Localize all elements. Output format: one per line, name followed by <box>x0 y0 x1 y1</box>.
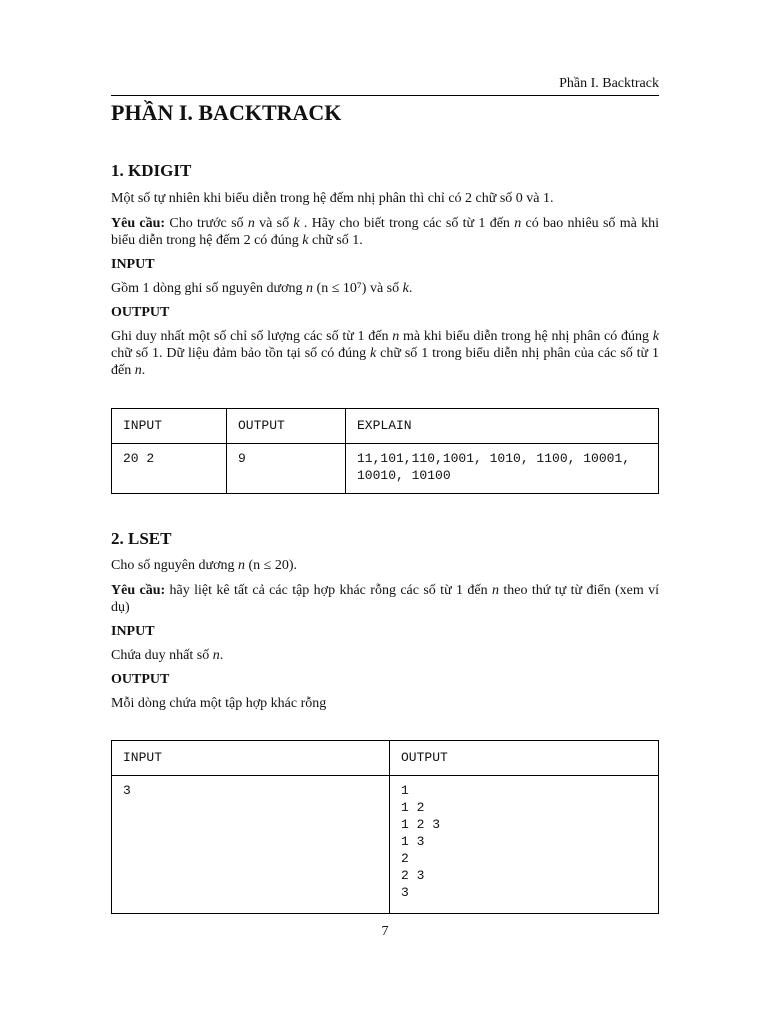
table-cell: 20 2 <box>112 444 227 494</box>
lset-output-label: OUTPUT <box>111 672 170 687</box>
table-row <box>112 444 659 494</box>
lset-requirement: Yêu cầu: hãy liệt kê tất cả các tập hợp khác rỗng các số từ 1 đến n theo thứ tự từ điển (xem ví dụ) <box>111 583 659 615</box>
kdigit-output-text: Ghi duy nhất một số chỉ số lượng các số từ 1 đến n mà khi biểu diễn trong hệ nhị phân có đúng k chữ số 1. Dữ liệu đảm bảo tồn tại số có đúng k chữ số 1 trong biểu diễn nhị phân của các số từ 1 đến n. <box>111 329 660 378</box>
header-rule <box>111 95 659 96</box>
lset-intro: Cho số nguyên dương n (n ≤ 20). <box>111 558 298 573</box>
section-kdigit <box>111 161 659 379</box>
table-header-cell: INPUT <box>112 409 227 444</box>
part-title: PHẦN I. BACKTRACK <box>111 100 342 125</box>
lset-input-label: INPUT <box>111 624 155 639</box>
table-header-row <box>112 741 659 776</box>
table-header-cell: INPUT <box>112 741 390 776</box>
table-row <box>112 776 659 914</box>
table-cell: 11,101,110,1001, 1010, 1100, 10001, 10010, 10100 <box>346 444 659 494</box>
kdigit-intro: Một số tự nhiên khi biểu diễn trong hệ đếm nhị phân thì chỉ có 2 chữ số 0 và 1. <box>111 191 554 206</box>
section-title-lset: 2. LSET <box>111 529 172 548</box>
table-cell: 9 <box>227 444 346 494</box>
section-lset <box>111 529 659 712</box>
kdigit-example-table <box>111 408 659 494</box>
document-page <box>111 0 659 1024</box>
section-title-kdigit: 1. KDIGIT <box>111 161 192 180</box>
table-header-cell: OUTPUT <box>390 741 659 776</box>
lset-input-text: Chứa duy nhất số n. <box>111 648 224 663</box>
kdigit-requirement: Yêu cầu: Cho trước số n và số k . Hãy cho biết trong các số từ 1 đến n có bao nhiêu số mà khi biểu diễn trong hệ đếm 2 có đúng k chữ số 1. <box>111 216 659 248</box>
kdigit-input-label: INPUT <box>111 257 155 272</box>
lset-output-text: Mỗi dòng chứa một tập hợp khác rỗng <box>111 696 327 711</box>
requirement-label: Yêu cầu: <box>111 583 166 598</box>
table-header-cell: OUTPUT <box>227 409 346 444</box>
table-header-row <box>112 409 659 444</box>
running-header: Phần I. Backtrack <box>559 76 659 91</box>
kdigit-output-label: OUTPUT <box>111 305 170 320</box>
table-header-cell: EXPLAIN <box>346 409 659 444</box>
requirement-label: Yêu cầu: <box>111 216 166 231</box>
table-cell: 3 <box>112 776 390 914</box>
table-cell: 1 1 2 1 2 3 1 3 2 2 3 3 <box>390 776 659 914</box>
page-number: 7 <box>381 924 389 939</box>
lset-example-table <box>111 740 659 914</box>
kdigit-input-text: Gồm 1 dòng ghi số nguyên dương n (n ≤ 10⁷) và số k. <box>111 281 413 296</box>
